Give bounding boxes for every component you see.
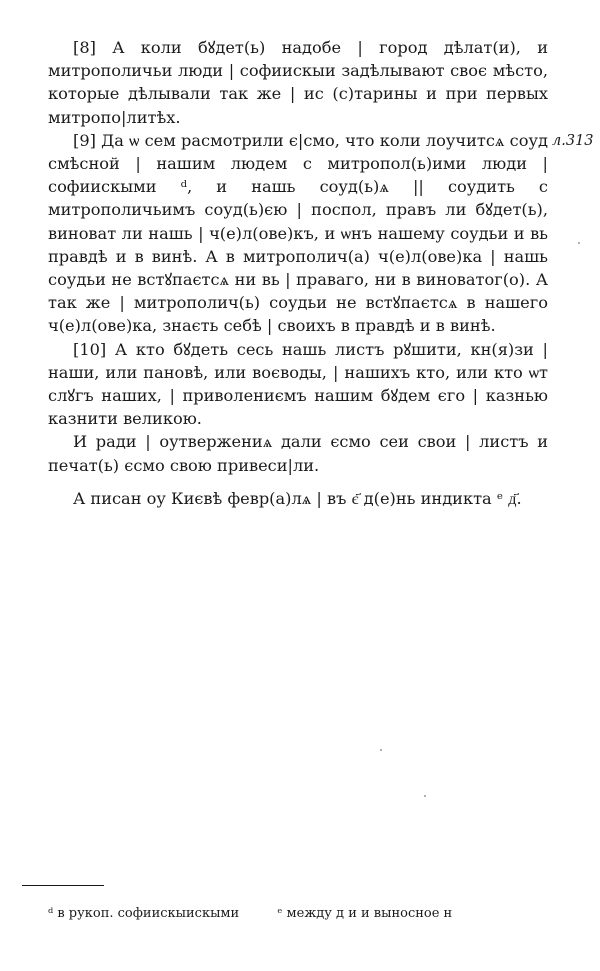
paragraph-seal: И ради | оутвержениѧ дали єсмо сеи свои | листъ и печат(ь) єсмо свою привеси|ли. [48,432,548,475]
paragraph-10: [10] А кто бꙋдеть сесь нашь листъ рꙋшити, кн(я)зи | наши, или пановѣ, или воєводы, | нашихъ кто, или кто ѡт слꙋгъ наших, | приволениємъ нашим бꙋдем єго | казнью казнити великою. [48,339,548,429]
footnote-d: ᵈ в рукоп. софиискыискыми [48,906,240,921]
folio-margin-note: л.313 [552,133,594,149]
paragraph-8: [8] А коли бꙋдет(ь) надобе | город дѣлат(и), и митрополичьи люди | софиискыи задѣлывают своє мѣсто, которые дѣлывали так же | ис (с)тарины и при первых митропо|литѣх. [48,38,548,127]
speck-mark [380,749,382,751]
paragraph-date: А писан оу Києвѣ февр(а)лѧ | въ є҃ д(е)нь индикта ᵉ д҃. [73,488,522,508]
footnote-rule [22,885,104,886]
main-text [48,36,548,510]
footnotes [48,906,452,921]
speck-mark [578,242,580,244]
footnote-e: ᵉ между д и и выносное н [277,906,453,921]
paragraph-9: [9] Да ѡ сем расмотрили є|смо, что коли лоучитсѧ соуд смѣсной | нашим людем с митропол(ь)ими люди | софиискыми ᵈ, и нашь соуд(ь)ѧ || соудить с митрополичьимъ соуд(ь)єю | поспол, правъ ли бꙋдет(ь), виноват ли нашь | ч(е)л(ове)къ, и ѡнъ нашему соудьи и вь правдѣ и в винѣ. А в митрополич(а) ч(е)л(ове)ка | нашь соудьи не встꙋпаєтсѧ ни вь | праваго, ни в виноватог(о). А так же | митрополич(ь) соудьи не встꙋпаєтсѧ в нашего ч(е)л(ове)ка, знаєть себѣ | своихъ в правдѣ и в винѣ. [48,130,548,336]
speck-mark [424,795,426,797]
